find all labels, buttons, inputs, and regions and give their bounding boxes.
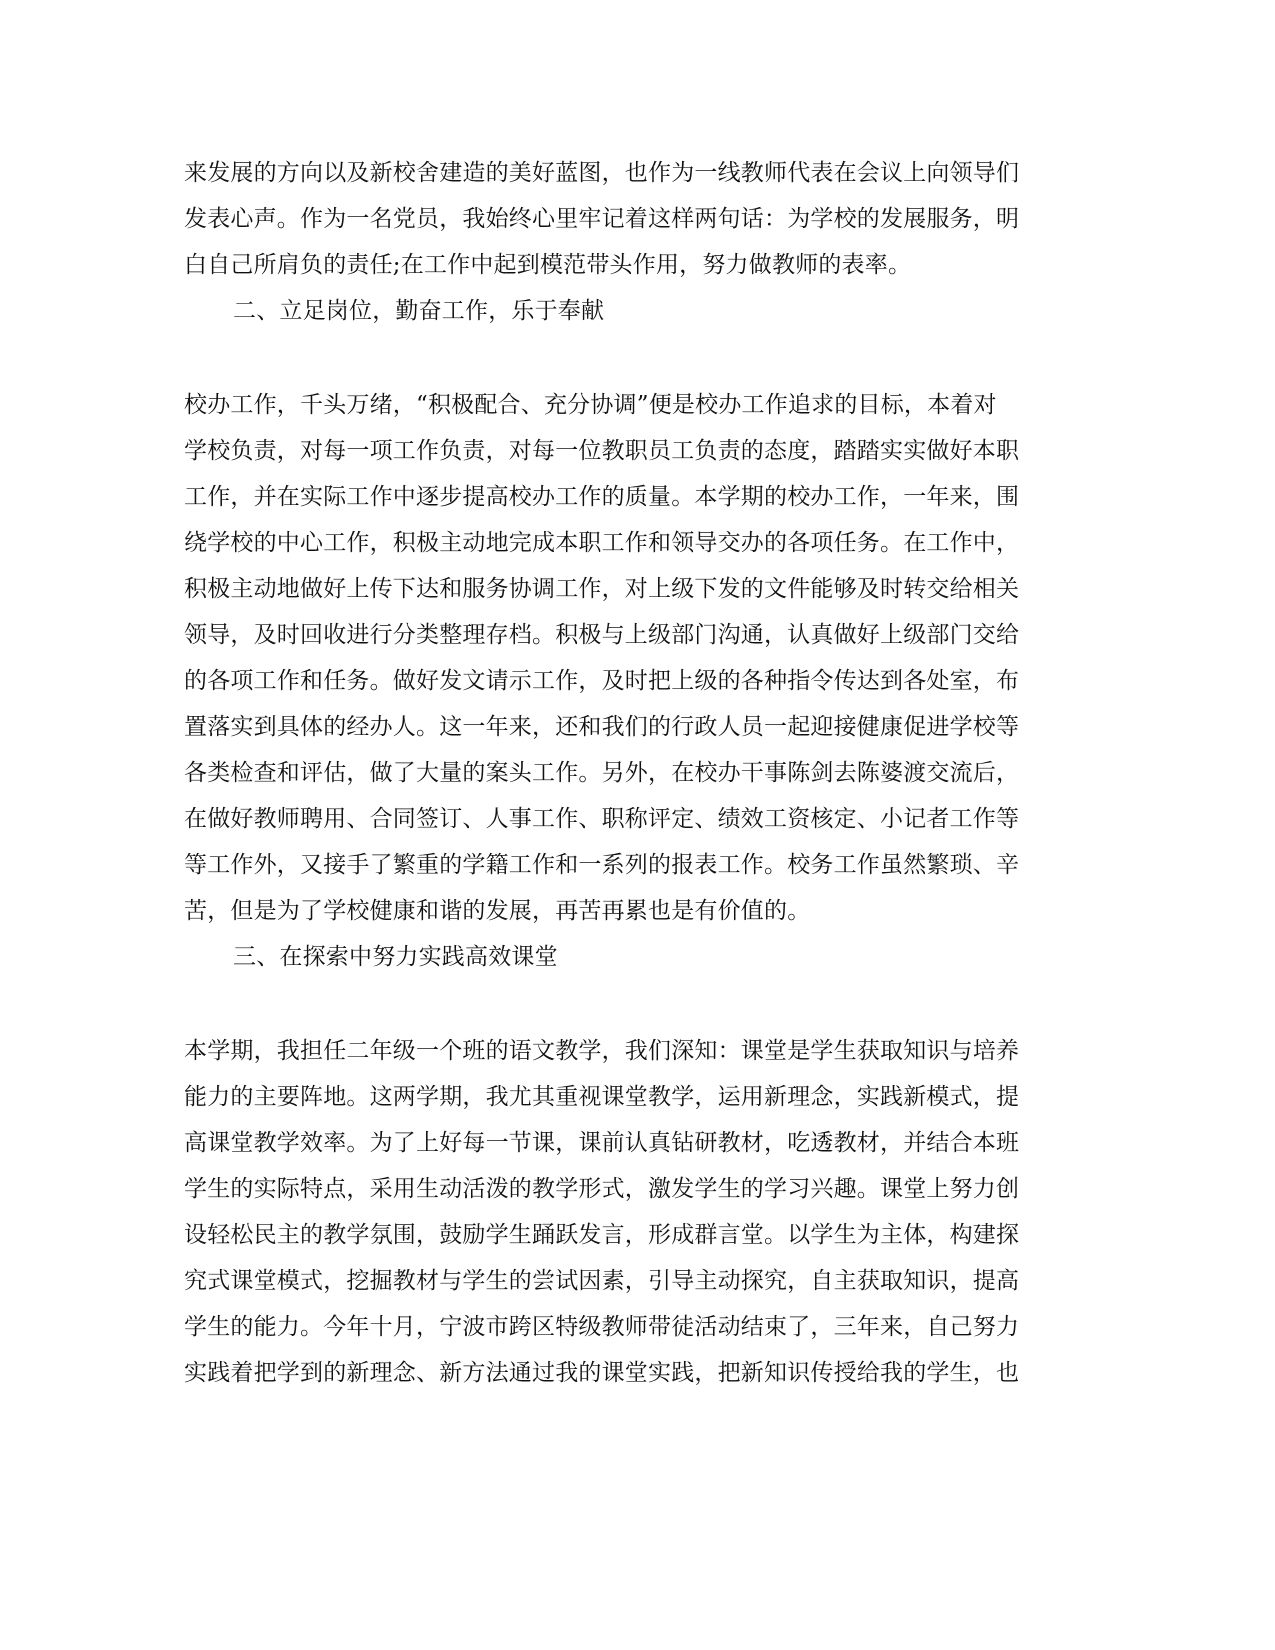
paragraph-2-line-11: 等工作外，又接手了繁重的学籍工作和一系列的报表工作。校务工作虽然繁琐、辛	[184, 852, 1020, 878]
paragraph-1-line-1: 来发展的方向以及新校舍建造的美好蓝图，也作为一线教师代表在会议上向领导们	[184, 160, 1020, 186]
paragraph-2-line-6: 领导，及时回收进行分类整理存档。积极与上级部门沟通，认真做好上级部门交给	[184, 622, 1020, 648]
paragraph-1-line-3: 白自己所肩负的责任;在工作中起到模范带头作用，努力做教师的表率。	[184, 252, 912, 278]
paragraph-3-line-4: 学生的实际特点，采用生动活泼的教学形式，激发学生的学习兴趣。课堂上努力创	[184, 1176, 1020, 1202]
paragraph-3-line-2: 能力的主要阵地。这两学期，我尤其重视课堂教学，运用新理念，实践新模式，提	[184, 1084, 1020, 1110]
paragraph-2-line-2: 学校负责，对每一项工作负责，对每一位教职员工负责的态度，踏踏实实做好本职	[184, 438, 1020, 464]
paragraph-2-line-12: 苦，但是为了学校健康和谐的发展，再苦再累也是有价值的。	[184, 898, 811, 924]
section-heading-2: 二、立足岗位，勤奋工作，乐于奉献	[233, 298, 605, 324]
paragraph-2-line-3: 工作，并在实际工作中逐步提高校办工作的质量。本学期的校办工作，一年来，围	[184, 484, 1020, 510]
paragraph-3-line-7: 学生的能力。今年十月，宁波市跨区特级教师带徒活动结束了，三年来，自己努力	[184, 1314, 1020, 1340]
paragraph-2-line-8: 置落实到具体的经办人。这一年来，还和我们的行政人员一起迎接健康促进学校等	[184, 714, 1020, 740]
paragraph-2-line-9: 各类检查和评估，做了大量的案头工作。另外，在校办干事陈剑去陈婆渡交流后，	[184, 760, 1020, 786]
paragraph-3-line-1: 本学期，我担任二年级一个班的语文教学，我们深知：课堂是学生获取知识与培养	[184, 1038, 1020, 1064]
paragraph-2-line-10: 在做好教师聘用、合同签订、人事工作、职称评定、绩效工资核定、小记者工作等	[184, 806, 1020, 832]
paragraph-3-line-8: 实践着把学到的新理念、新方法通过我的课堂实践，把新知识传授给我的学生，也	[184, 1360, 1020, 1386]
paragraph-2-line-4: 绕学校的中心工作，积极主动地完成本职工作和领导交办的各项任务。在工作中，	[184, 530, 1020, 556]
paragraph-3-line-3: 高课堂教学效率。为了上好每一节课，课前认真钻研教材，吃透教材，并结合本班	[184, 1130, 1020, 1156]
paragraph-2-line-1: 校办工作，千头万绪，“积极配合、充分协调”便是校办工作追求的目标，本着对	[184, 392, 997, 418]
paragraph-3-line-6: 究式课堂模式，挖掘教材与学生的尝试因素，引导主动探究，自主获取知识，提高	[184, 1268, 1020, 1294]
section-heading-3: 三、在探索中努力实践高效课堂	[233, 944, 558, 970]
paragraph-1-line-2: 发表心声。作为一名党员，我始终心里牢记着这样两句话：为学校的发展服务，明	[184, 206, 1020, 232]
paragraph-2-line-5: 积极主动地做好上传下达和服务协调工作，对上级下发的文件能够及时转交给相关	[184, 576, 1020, 602]
paragraph-3-line-5: 设轻松民主的教学氛围，鼓励学生踊跃发言，形成群言堂。以学生为主体，构建探	[184, 1222, 1020, 1248]
paragraph-2-line-7: 的各项工作和任务。做好发文请示工作，及时把上级的各种指令传达到各处室，布	[184, 668, 1020, 694]
